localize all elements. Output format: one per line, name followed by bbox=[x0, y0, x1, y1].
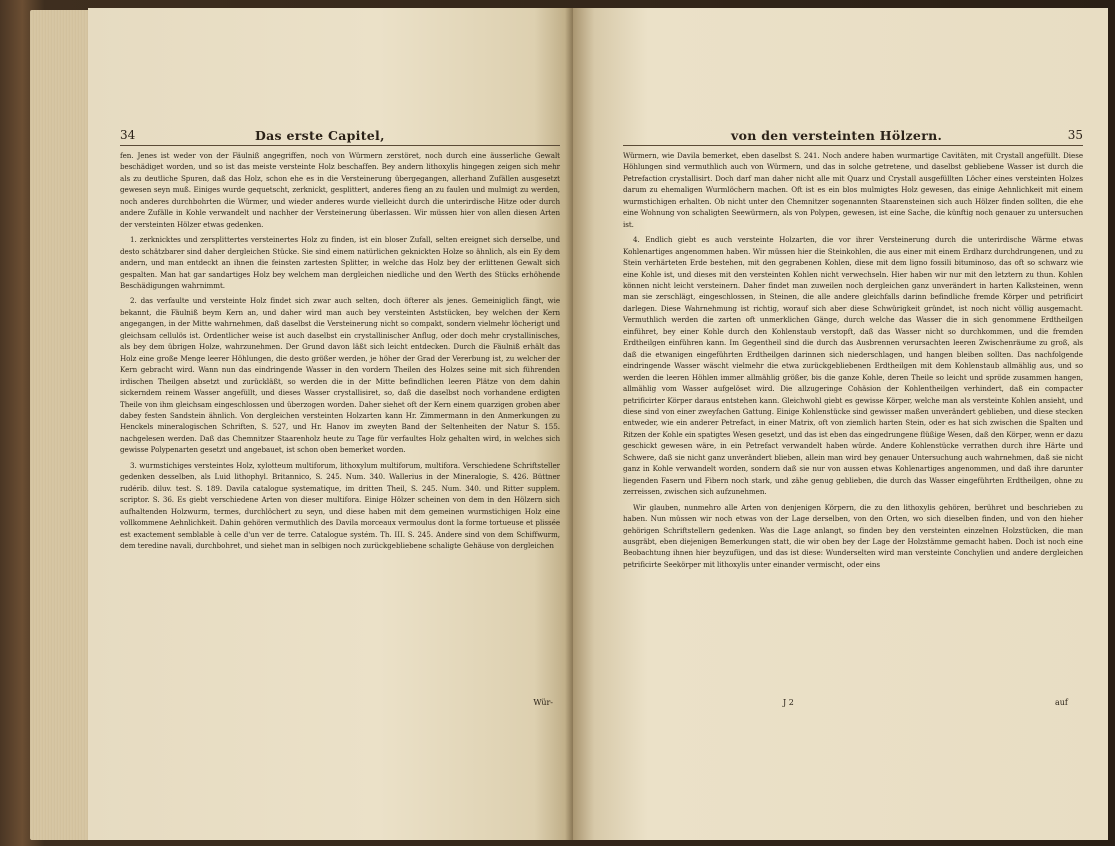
page-edges bbox=[30, 10, 90, 840]
signature-mark: J 2 bbox=[783, 698, 794, 707]
left-body-text bbox=[120, 150, 560, 552]
right-header-rule bbox=[623, 145, 1083, 146]
paragraph: 3. wurmstichiges versteintes Holz, xylotteum multiforum, lithoxylum multiforum, multifora. Verschiedene Schriftsteller gedenken desselben, als Luid lithophyl. Britannico, S. 245. Num. 340. Wallerius in der Mineralogie, S. 426. Büttner rudérib. diluv. test. S. 189. Davila catalogue systematique, im dritten Theil, S. 245. Num. 340. und Ritter supplem. scriptor. S. 36. Es giebt verschiedene Arten von dieser multifora. Einige Hölzer scheinen von dem in den Hölzern sich aufhaltenden Holzwurm, termes, durchlöchert zu seyn, und diese haben mit dem gemeinen wurmstichigen Holz eine vollkommene Aehnlichkeit. Dahin gehören vermuthlich des Davila morceaux vermoulus dont la forme tortueuse et plissée est exactement semblable à celle d'un ver de terre. Catalogue systém. Th. III. S. 245. Andere sind von dem Schiffwurm, dem teredine navali, durchbohret, und siehet man in selbigen noch zurückgebliebene schaligte Gehäuse von dergleichen bbox=[120, 460, 560, 550]
right-page-number: 35 bbox=[1067, 128, 1083, 142]
paragraph: Würmern, wie Davila bemerket, eben daselbst S. 241. Noch andere haben wurmartige Cavitäten, mit Crystall angefüllt. Diese Höhlungen sind vermuthlich auch von Würmern, und das in solche getretene, und daselbst gebliebene Wasser ist durch die Petrefaction crystallisirt. Doch darf man daher nicht alle mit Quarz und Crystall ausgefüllten Löcher eines versteinten Holzes darum zu ehemaligen Wurmlöchern machen. Oft ist es ein blos mulmigtes Holz gewesen, das einige Aehnlichkeit mit einem wurmstichigen erhalten. Ob nicht unter den Chemnitzer sogenannten Staarensteinen sich auch Hölzer finden sollten, die ehe eine Wohnung von schaligten Seewürmern, als von Polypen, gewesen, ist eine Sache, die künftig noch genauer zu untersuchen ist. bbox=[623, 151, 1083, 229]
right-catchword: auf bbox=[1055, 698, 1068, 707]
left-running-head: Das erste Capitel, bbox=[255, 128, 385, 143]
paragraph: fen. Jenes ist weder von der Fäulniß angegriffen, noch von Würmern zerstöret, noch durch eine äusserliche Gewalt beschädiget worden, und so ist das meiste versteinte Holz beschaffen. Bey andern lithoxylis hingegen zeigen sich mehr als zu deutliche Spuren, daß das Holz, schon ehe es in die Versteinerung übergegangen, allerhand Zufällen ausgesetzt gewesen seyn muß. Einiges wurde gequetscht, zerknickt, gesplittert, anderes fieng an zu faulen und mulmigt zu werden, noch anderes durchbohrten die Würmer, und wieder anderes wurde vielleicht durch die unterirdische Hitze oder durch andere Zufälle in Kohle verwandelt und nachher der Versteinerung überlassen. Wir müssen hier von allen diesen Arten der versteinten Hölzer etwas gedenken. bbox=[120, 151, 560, 229]
paragraph: 1. zerknicktes und zersplittertes versteinertes Holz zu finden, ist ein bloser Zufall, selten ereignet sich derselbe, und desto schätzbarer sind daher dergleichen Stücke. Sie sind einem natürlichen geknickten Holze so ähnlich, als ein Ey dem andern, und man entdeckt an ihnen die feinsten zartesten Splitter, in welche das Holz bey der erlittenen Gewalt sich gespalten. Man hat gar sandartiges Holz bey welchem man dergleichen niedliche und den Werth des Stücks erhöhende Beschädigungen wahrnimmt. bbox=[120, 235, 560, 290]
paragraph: 4. Endlich giebt es auch versteinte Holzarten, die vor ihrer Versteinerung durch die unterirdische Wärme etwas Kohlenartiges angenommen haben. Wir müssen hier die Steinkohlen, die aus einer mit einem Erdharz durchdrungenen, und zu Stein verhärteten Erde bestehen, mit den gegrabenen Kohlen, diese mit dem ligno fossili bituminoso, das oft so schwarz wie eine Kohle ist, und dieses mit den versteinten Kohlen nicht verwechseln. Hier haben wir nur mit den letztern zu thun. Kohlen können nicht leicht versteinern. Daher findet man zuweilen noch dergleichen ganz unverändert in harten Kalksteinen, wenn man sie zerschlägt, eingeschlossen, in Steinen, die alle andere gleichfalls darinn befindliche fremde Körper und petrificirt darlegen. Diese Wahrnehmung ist richtig, worauf sich aber diese Schwürigkeit gründet, ist noch nicht völlig ausgemacht. Vermuthlich werden die zarten oft unmerklichen Gänge, durch welche das Wasser die in sich genommene Erdtheilgen einführet, bey einer Kohle durch den Kohlenstaub verstopft, daß das Wasser nicht so durchkommen, und die fremden Erdtheilgen einführen kann. Im Gegentheil sind die durch das Ausbrennen verursachten leeren Zwischenräume zu groß, als daß die etwanigen eingeführten Erdtheilgen darinnen sich niederschlagen, und hangen bleiben sollten. Das nachfolgende eindringende Wasser wäscht vielmehr die etwa zurückgebliebenen Erdtheilgen mit dem Kohlenstaub allmählig aus, und so werden die leeren Höhlen immer allmählig größer, bis die ganze Kohle, deren Theile so leicht und spröde zusammen hangen, allmählig vom Wasser aufgelöset wird. Die allzugeringe Cohäsion der Kohlentheilgen verhindert, daß ein compacter petrificirter Körper daraus entstehen kann. Gleichwohl giebt es gewisse Körper, welche man als versteinte Kohlen ansieht, und diese sind von einer zweyfachen Gattung. Einige Kohlenstücke sind gewisser maßen unverändert geblieben, und diese stecken entweder, wie ein anderer Petrefact, in einer Matrix, oft von ziemlich harten Stein, oder es hat sich zwischen die Spalten und Ritzen der Kohle ein spatigtes Wesen gesetzt, und das ist eben das eingedrungene flüßige Wesen, daß den Körper, wenn er dazu geschickt gewesen wäre, in ein Petrefact verwandelt haben würde. Andere Kohlenstücke verrathen durch ihre Härte und Schwere, daß sie nicht ganz unverändert blieben, allein man wird bey genauer Untersuchung auch wahrnehmen, daß sie nicht ganz in Kohle verwandelt worden, sondern daß sie nur von aussen etwas Kohlenartiges angenommen, und daß ihre darunter liegenden Fasern und Fibern noch stark, und zähe genug geblieben, die durch das Wasser eingeführten Erdtheilgen, ohne zu zerreissen, zwischen sich aufzunehmen. bbox=[623, 235, 1084, 497]
right-body-text bbox=[623, 150, 1083, 571]
right-running-head: von den versteinten Hölzern. bbox=[731, 128, 943, 143]
left-catchword: Wür- bbox=[533, 698, 553, 707]
left-footer bbox=[533, 698, 553, 707]
left-page-number: 34 bbox=[120, 128, 136, 142]
left-page bbox=[88, 8, 573, 840]
right-page bbox=[573, 8, 1108, 840]
left-header-rule bbox=[120, 145, 560, 146]
paragraph: 2. das verfaulte und versteinte Holz findet sich zwar auch selten, doch öfterer als jenes. Gemeiniglich fängt, wie bekannt, die Fäulniß beym Kern an, und daher wird man auch bey versteinten Aststücken, bey welchen der Kern angegangen, in der Mitte wahrnehmen, daß daselbst die Versteinerung nicht so compakt, sondern vielmehr löcherigt und gleichsam cellulös ist. Ordentlicher weise ist auch daselbst ein crystallinischer Anflug, oder doch mehr crystallinisches, als bey dem übrigen Holze, wahrzunehmen. Der Grund davon läßt sich leicht entdecken. Durch die Fäulniß erhält das Holz eine große Menge leerer Höhlungen, die desto größer werden, je höher der Grad der Vererbung ist, zu welcher der Kern gebracht wird. Wann nun das eindringende Wasser in den vordern Theilen des Holzes seine mit sich führenden irdischen Theilgen absetzt und zurückläßt, so werden die in der Mitte befindlichen leeren Plätze von dem dahin sickerndem reinem Wasser angefüllt, und dieses Wasser crystallisiret, so, daß die daselbst noch vorhandene erdigten Theile von ihm gleichsam eingeschlossen und überzogen worden. Daher siehet oft der Kern einem quarzigen groben aber dabey festen Sandstein ähnlich. Von dergleichen versteinten Holzarten kann Hr. Zimmermann in den Anmerkungen zu Henckels mineralogischen Schriften, S. 527, und Hr. Hanov im zweyten Band der Seltenheiten der Natur S. 155. nachgelesen werden. Daß das Chemnitzer Staarenholz heute zu Tage für verfaultes Holz gehalten wird, in welches sich gewisse Polypenarten gesetzt und angebauet, ist schon oben bemerket worden. bbox=[120, 296, 560, 455]
paragraph: Wir glauben, nunmehro alle Arten von denjenigen Körpern, die zu den lithoxylis gehören, berühret und beschrieben zu haben. Nun müssen wir noch etwas von der Lage derselben, von den Orten, wo sich dieselben finden, und von den hieher gehörigen Schriftstellern gedenken. Was die Lage anlangt, so finden bey den versteinten einzelnen Holzstücken, die man ausgräbt, eben diejenigen Bemerkungen statt, die wir oben bey der Lage der Holzstämme gemacht haben. Doch ist noch eine Beobachtung ihnen hier beyzufügen, und das ist diese: Wunderselten wird man versteinte Conchylien und andere dergleichen petrificirte Seekörper mit lithoxylis unter einander vermischt, oder eins bbox=[623, 502, 1083, 569]
